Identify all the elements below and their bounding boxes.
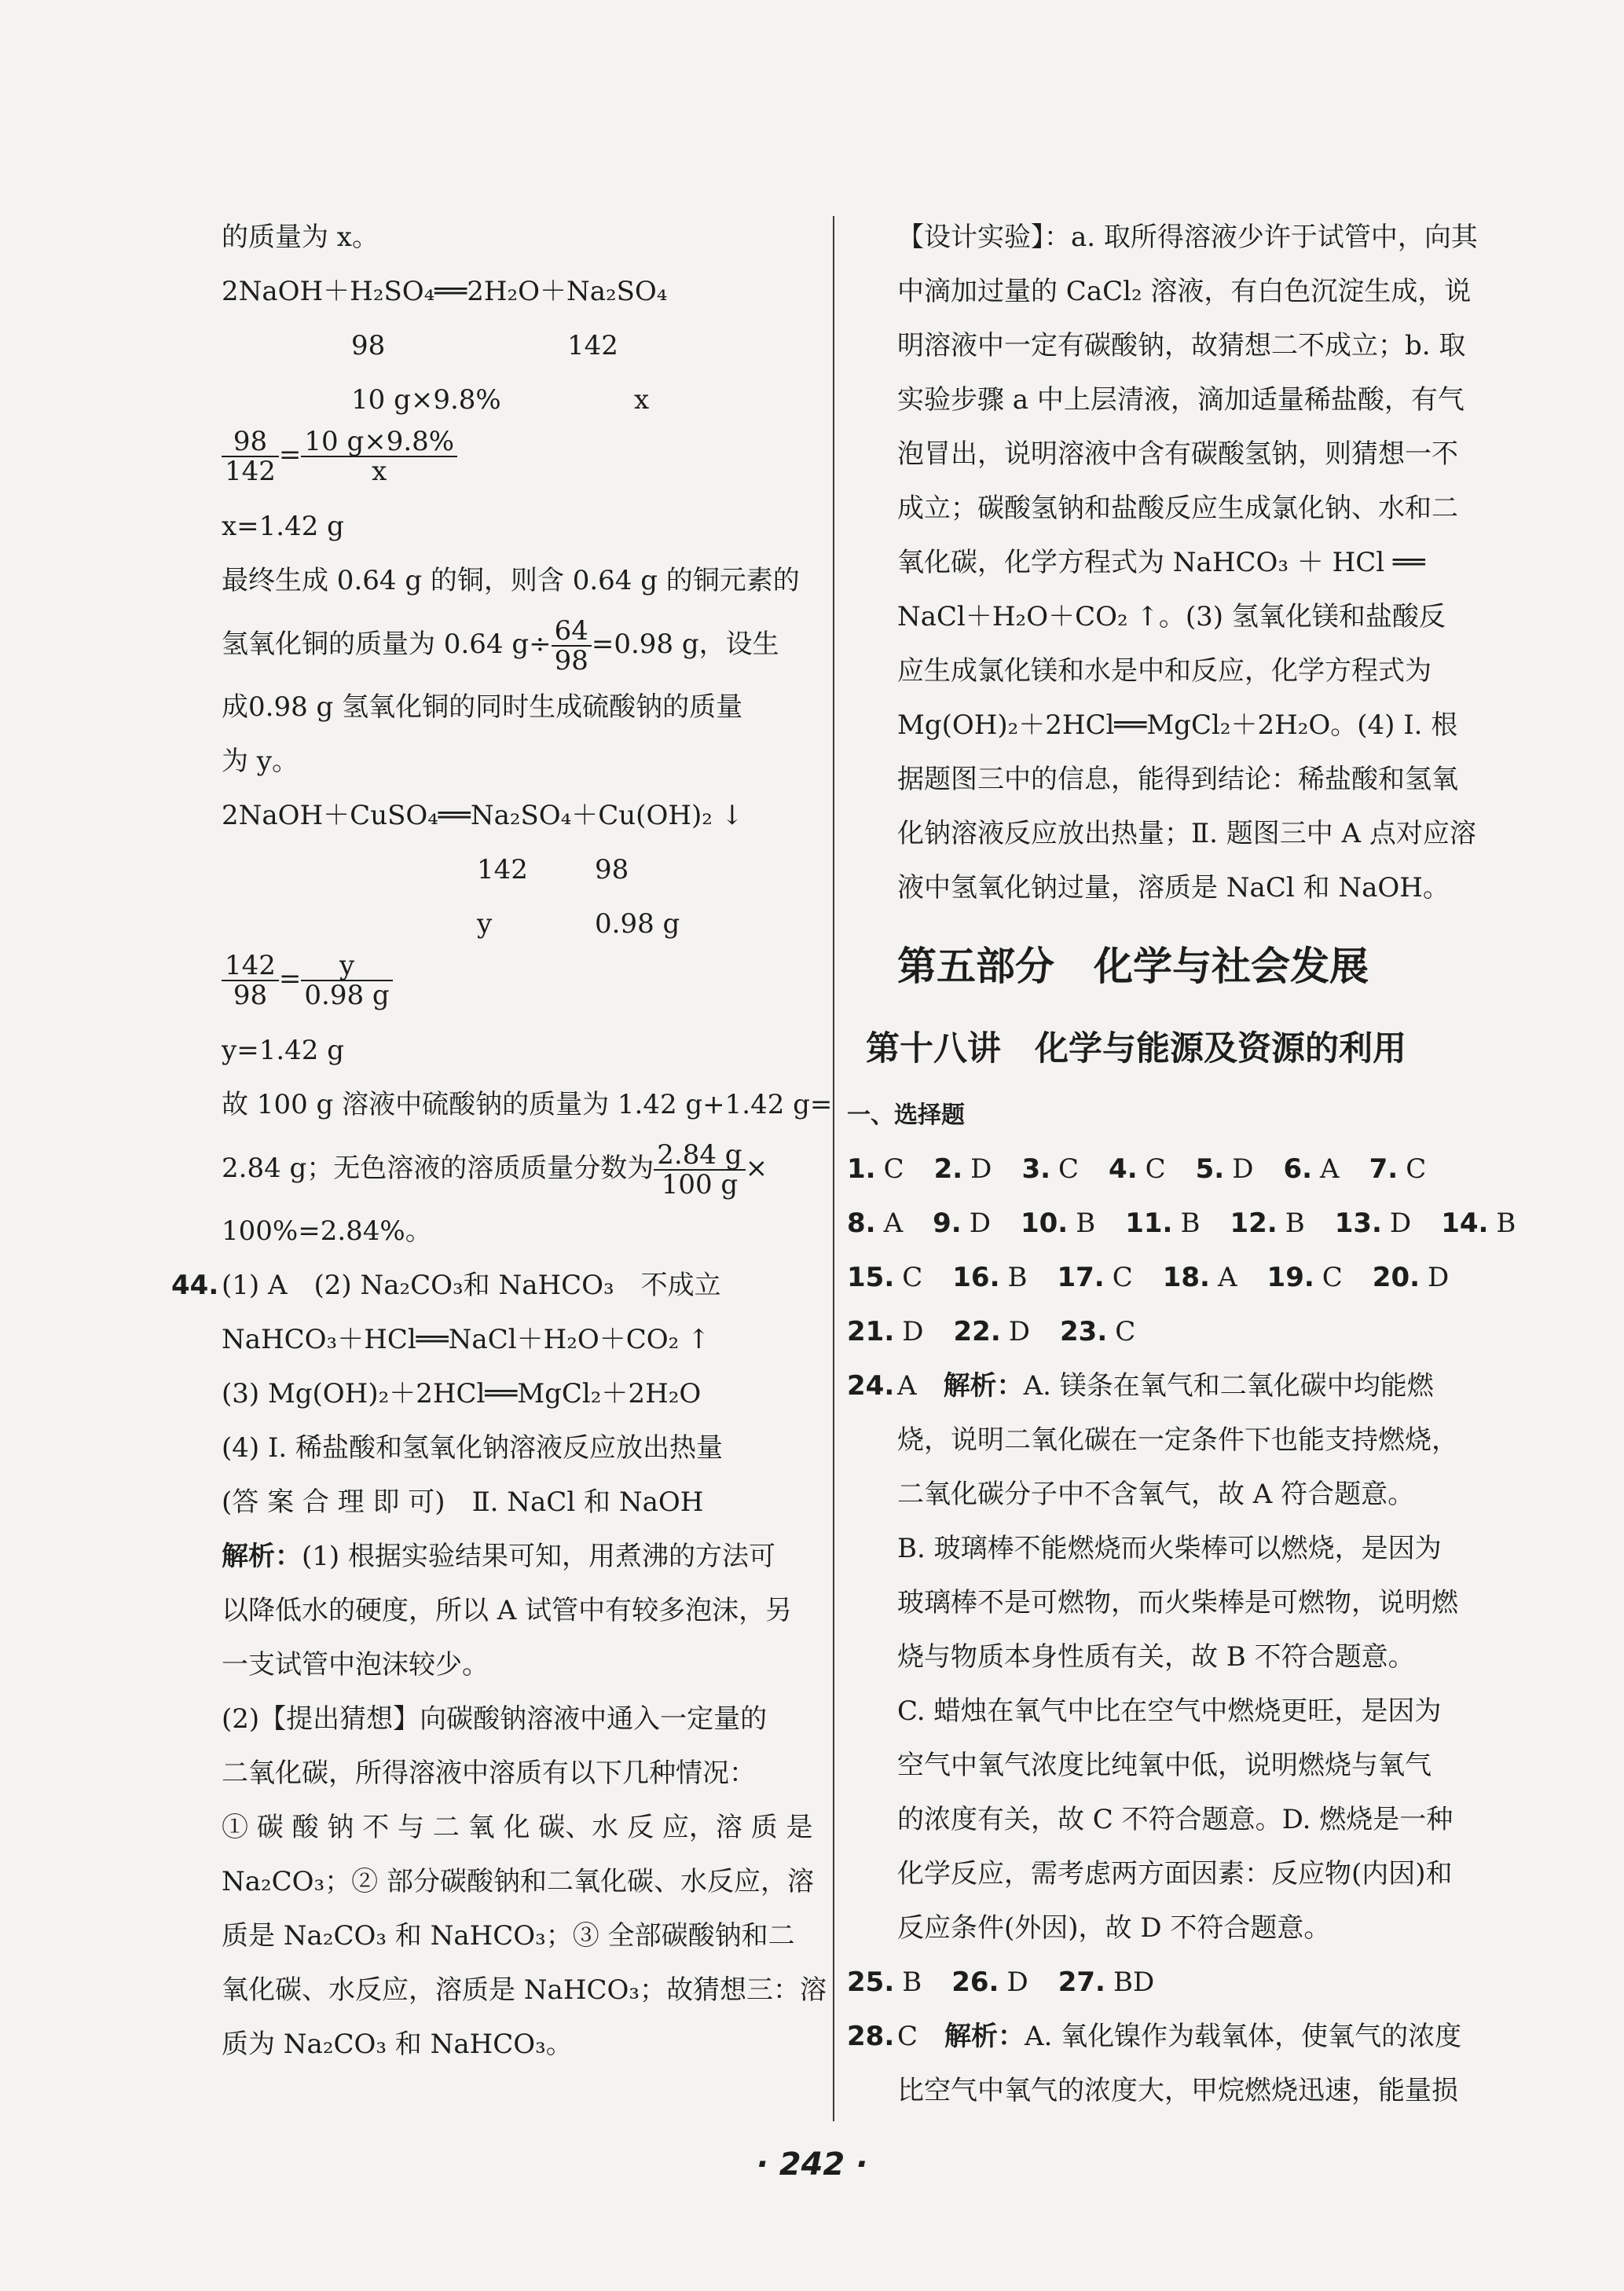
text-line: 明溶液中一定有碳酸钠，故猜想二不成立；b. 取 (897, 330, 1466, 361)
text-line: Mg(OH)₂＋2HCl══MgCl₂＋2H₂O。(4) Ⅰ. 根 (897, 709, 1458, 741)
text-line: 氧化碳，化学方程式为 NaHCO₃ ＋ HCl ══ (897, 547, 1425, 578)
text-line: 化钠溶液反应放出热量；Ⅱ. 题图三中 A 点对应溶 (897, 818, 1476, 849)
answer-row (847, 1251, 1483, 1305)
equation-values: 10 g×9.8% x (351, 384, 650, 416)
equation-line: 2NaOH＋H₂SO₄══2H₂O＋Na₂SO₄ (222, 276, 668, 307)
answer-value: B (1180, 1208, 1201, 1239)
text-line: 空气中氧气浓度比纯氧中低，说明燃烧与氧气 (897, 1750, 1432, 1781)
answer-value: A (1217, 1262, 1237, 1293)
text-line: 100%=2.84%。 (222, 1215, 432, 1247)
text-line: 实验步骤 a 中上层清液，滴加适量稀盐酸，有气 (897, 384, 1465, 416)
text-line: 的浓度有关，故 C 不符合题意。D. 燃烧是一种 (897, 1804, 1454, 1835)
text-line: Na₂CO₃；② 部分碳酸钠和二氧化碳、水反应，溶 (222, 1866, 814, 1897)
text-line: 的质量为 x。 (222, 222, 379, 253)
text-line: 2.84 g；无色溶液的溶质质量分数为 $\frac{2.84 g}{100 g}$ × (222, 1139, 768, 1200)
text-line: 【设计实验】：a. 取所得溶液少许于试管中，向其 (897, 222, 1478, 253)
text-line: 二氧化碳，所得溶液中溶质有以下几种情况： (222, 1758, 756, 1789)
text-line: (2)【提出猜想】向碳酸钠溶液中通入一定量的 (222, 1703, 768, 1735)
answer-number: 16. (952, 1262, 1000, 1293)
section-title: 一、选择题 (847, 1102, 965, 1129)
answer-value: B (1007, 1262, 1028, 1293)
text-line: B. 玻璃棒不能燃烧而火柴棒可以燃烧，是因为 (897, 1533, 1442, 1564)
equation-values: 98 142 (351, 330, 618, 361)
text-line: 据题图三中的信息，能得到结论：稀盐酸和氢氧 (897, 764, 1458, 795)
text-line: y=1.42 g (222, 1035, 344, 1066)
answer-value: D (1428, 1262, 1450, 1293)
text-line: NaHCO₃＋HCl══NaCl＋H₂O＋CO₂ ↑ (222, 1324, 710, 1355)
text-line: 泡冒出，说明溶液中含有碳酸氢钠，则猜想一不 (897, 438, 1458, 470)
answer-value: BD (1113, 1967, 1155, 1998)
lecture-title: 第十八讲 化学与能源及资源的利用 (866, 1029, 1406, 1069)
answer-row (847, 1197, 1516, 1251)
answer-number: 13. (1334, 1208, 1382, 1239)
answer-value: A (883, 1208, 904, 1239)
proportion: $\frac{98}{142}$ = $\frac{10 g\times 9.8\%}{x}$ (222, 427, 799, 500)
answer-value: C (1058, 1153, 1080, 1185)
text-line: x=1.42 g (222, 511, 344, 542)
text-line: 比空气中氧气的浓度大，甲烷燃烧迅速，能量损 (897, 2075, 1458, 2106)
text-line: 反应条件(外因)，故 D 不符合题意。 (897, 1912, 1331, 1944)
answer-value: B (1285, 1208, 1305, 1239)
text-line: 中滴加过量的 CaCl₂ 溶液，有白色沉淀生成，说 (897, 276, 1472, 307)
answer-number: 1. (847, 1153, 876, 1185)
text-line: (3) Mg(OH)₂＋2HCl══MgCl₂＋2H₂O (222, 1378, 702, 1409)
text-line: 质是 Na₂CO₃ 和 NaHCO₃；③ 全部碳酸钠和二 (222, 1920, 795, 1952)
text-line: 玻璃棒不是可燃物，而火柴棒是可燃物，说明燃 (897, 1587, 1458, 1618)
answer-row (847, 1956, 1483, 2010)
answer-number: 15. (847, 1262, 895, 1293)
answer-number: 8. (847, 1208, 876, 1239)
text-line: 二氧化碳分子中不含氧气，故 A 符合题意。 (897, 1479, 1415, 1510)
question-24: 24. A 解析：A. 镁条在氧气和二氧化碳中均能燃 (847, 1359, 1483, 1413)
text-line: 氧化碳、水反应，溶质是 NaHCO₃；故猜想三：溶 (222, 1974, 827, 2006)
answer-number: 11. (1125, 1208, 1173, 1239)
equation-values: 142 98 (477, 854, 629, 885)
answer-value: C (1112, 1262, 1133, 1293)
text-line: 成立；碳酸氢钠和盐酸反应生成氯化钠、水和二 (897, 493, 1458, 524)
equation-values: y 0.98 g (477, 908, 680, 940)
answer-row (847, 1142, 1483, 1197)
answer-value: C (1406, 1153, 1427, 1185)
left-column (171, 211, 833, 2072)
answer-number: 2. (933, 1153, 963, 1185)
text-line: ① 碳 酸 钠 不 与 二 氧 化 碳、水 反 应，溶 质 是 (222, 1812, 813, 1843)
answer-value: B (902, 1967, 922, 1998)
answer-value: D (902, 1316, 924, 1347)
answer-value: C (1322, 1262, 1343, 1293)
question-number: 44. (171, 1270, 219, 1301)
text-line: 氢氧化铜的质量为 0.64 g÷ $\frac{64}{98}$ =0.98 g，设生 (222, 615, 779, 676)
question-number: 28. (847, 2021, 895, 2052)
answer-number: 21. (847, 1316, 895, 1347)
text-line: 应生成氯化镁和水是中和反应，化学方程式为 (897, 655, 1432, 687)
answer-value: D (969, 1208, 991, 1239)
answer-number: 18. (1162, 1262, 1210, 1293)
answer-value: C (883, 1153, 904, 1185)
equation-line: 2NaOH＋CuSO₄══Na₂SO₄＋Cu(OH)₂ ↓ (222, 800, 744, 831)
answer-value: D (1006, 1967, 1028, 1998)
column-divider (833, 216, 834, 2121)
analysis-label: 解析： (944, 2021, 1025, 2052)
answer-value: C (902, 1262, 923, 1293)
answer-number: 4. (1109, 1153, 1138, 1185)
answer-number: 17. (1057, 1262, 1105, 1293)
answer-number: 7. (1369, 1153, 1399, 1185)
page-number: · 242 · (756, 2146, 868, 2183)
text-line: 液中氢氧化钠过量，溶质是 NaCl 和 NaOH。 (897, 872, 1450, 904)
answer-value: D (970, 1153, 992, 1185)
text-line: 烧与物质本身性质有关，故 B 不符合题意。 (897, 1641, 1415, 1673)
answer-value: D (1389, 1208, 1412, 1239)
answer-number: 6. (1283, 1153, 1313, 1185)
text-line: (答 案 合 理 即 可) Ⅱ. NaCl 和 NaOH (222, 1486, 704, 1518)
text-line: 最终生成 0.64 g 的铜，则含 0.64 g 的铜元素的 (222, 565, 800, 596)
text-line: 成0.98 g 氢氧化铜的同时生成硫酸钠的质量 (222, 691, 743, 723)
answer-value: D (1008, 1316, 1030, 1347)
question-44: 44. (1) A (2) Na₂CO₃和 NaHCO₃ 不成立 (171, 1259, 799, 1313)
answer-grid (847, 1142, 1516, 1359)
part-title: 第五部分 化学与社会发展 (897, 944, 1369, 989)
answer-number: 9. (933, 1208, 962, 1239)
text-line: 质为 Na₂CO₃ 和 NaHCO₃。 (222, 2029, 573, 2060)
answer-number: 27. (1058, 1967, 1105, 1998)
question-number: 24. (847, 1370, 895, 1402)
answer-number: 5. (1195, 1153, 1225, 1185)
text-line: 以降低水的硬度，所以 A 试管中有较多泡沫，另 (222, 1595, 793, 1626)
text-line: 故 100 g 溶液中硫酸钠的质量为 1.42 g+1.42 g= (222, 1089, 833, 1120)
question-28: 28. C 解析：A. 氧化镍作为载氧体，使氧气的浓度 (847, 2010, 1483, 2064)
text-line: 为 y。 (222, 746, 299, 777)
answer-value: C (1145, 1153, 1166, 1185)
answer-number: 22. (953, 1316, 1001, 1347)
answer-number: 25. (847, 1967, 895, 1998)
analysis-label: 解析： (943, 1370, 1024, 1402)
text-line: 化学反应，需考虑两方面因素：反应物(内因)和 (897, 1858, 1453, 1890)
text-line: NaCl＋H₂O＋CO₂ ↑。(3) 氢氧化镁和盐酸反 (897, 601, 1446, 632)
answer-value: B (1496, 1208, 1516, 1239)
answer-row (847, 1956, 1483, 2010)
text-line: 一支试管中泡沫较少。 (222, 1649, 489, 1681)
answer-value: A (1320, 1153, 1340, 1185)
proportion: $\frac{142}{98}$ = $\frac{y}{0.98 g}$ (222, 951, 799, 1024)
answer-value: B (1076, 1208, 1096, 1239)
text-line: 烧，说明二氧化碳在一定条件下也能支持燃烧， (897, 1424, 1458, 1456)
answer-number: 20. (1372, 1262, 1421, 1293)
answer-number: 12. (1230, 1208, 1278, 1239)
right-column (847, 211, 1516, 2118)
answer-value: C (1115, 1316, 1136, 1347)
text-line: (4) Ⅰ. 稀盐酸和氢氧化钠溶液反应放出热量 (222, 1432, 724, 1464)
answer-number: 3. (1021, 1153, 1051, 1185)
answer-number: 19. (1267, 1262, 1314, 1293)
answer-number: 14. (1441, 1208, 1489, 1239)
answer-number: 23. (1060, 1316, 1108, 1347)
answer-value: D (1232, 1153, 1254, 1185)
answer-number: 10. (1020, 1208, 1069, 1239)
analysis-label: 解析： (222, 1541, 302, 1572)
answer-row (847, 1305, 1483, 1359)
answer-number: 26. (951, 1967, 999, 1998)
text-line: C. 蜡烛在氧气中比在空气中燃烧更旺，是因为 (897, 1695, 1442, 1727)
text-line: 解析：(1) 根据实验结果可知，用煮沸的方法可 (222, 1541, 775, 1572)
